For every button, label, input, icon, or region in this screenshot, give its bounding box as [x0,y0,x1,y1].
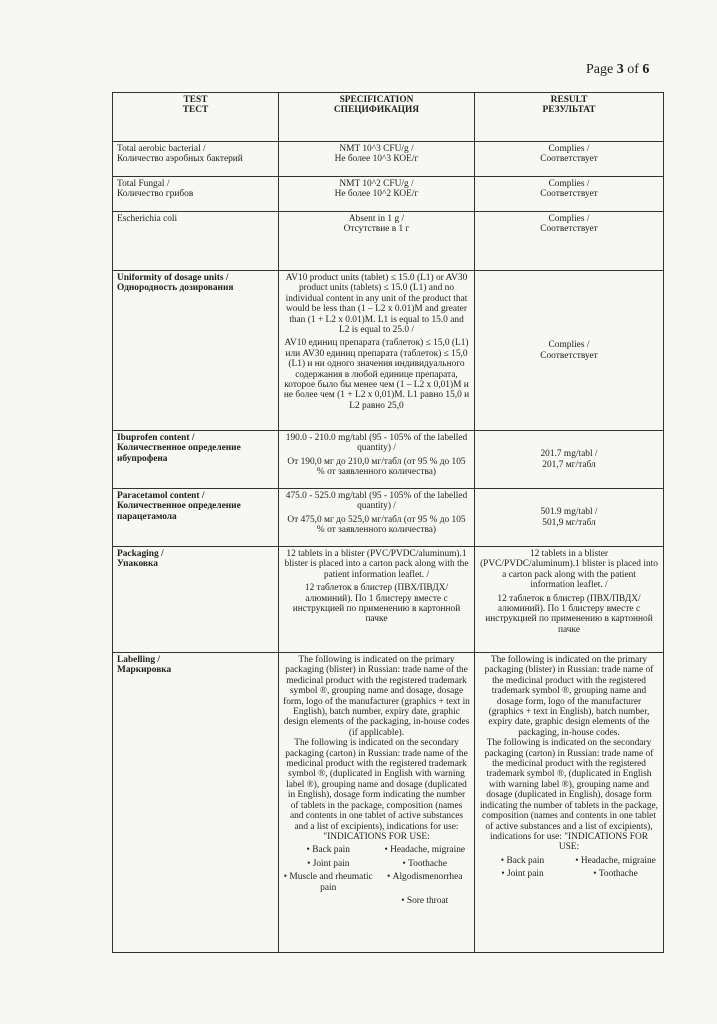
result-cell: Complies / Соответствует [475,142,664,177]
spec-cell: 475.0 - 525.0 mg/tabl (95 - 105% of the labelled quantity) / От 475,0 мг до 525,0 мг/табл (от 95 % до 105 % от заявленного количества) [279,489,475,547]
table-row-aerobic [113,142,664,177]
test-cell: Ibuprofen content / Количественное определение ибупрофена [113,431,279,489]
spec-indications-list [283,845,470,906]
test-cell: Total aerobic bacterial / Количество аэробных бактерий [113,142,279,177]
list-item: • Headache, migraine [380,845,471,855]
header-specification: SPECIFICATION СПЕЦИФИКАЦИЯ [279,93,475,142]
test-cell: Uniformity of dosage units / Однородность дозирования [113,271,279,431]
table-row-fungal [113,177,664,212]
list-item: • Back pain [283,845,374,855]
result-cell: 501.9 mg/tabl / 501,9 мг/табл [475,489,664,547]
spec-cell: Absent in 1 g / Отсутствие в 1 г [279,212,475,271]
spec-cell: 12 tablets in a blister (PVC/PVDC/aluminum).1 blister is placed into a carton pack along with the patient information leaflet. / 12 таблеток в блистер (ПВХ/ПВДХ/алюминий). По 1 блистеру вместе с инструкцией по применению в картонной пачке [279,547,475,653]
list-item: • Back pain [479,856,566,866]
result-cell: Complies / Соответствует [475,177,664,212]
list-item: • Sore throat [380,896,471,906]
spec-cell: The following is indicated on the primary packaging (blister) in Russian: trade name of the medicinal product with the registered trademark symbol ®, grouping name and dosage, dosage form, logo of the manufacturer (graphics + text in English), batch number, expiry date, graphic design elements of the packaging, in-house codes (if applicable). The following is indicated on the secondary packaging (carton) in Russian: trade name of the medicinal product with the registered trademark symbol ®, (duplicated in English with warning label ®), grouping name and dosage (duplicated in English), dosage form indicating the number of tablets in the package, composition (names and contents in one tablet of active substances and a list of excipients), indications for use: "INDICATIONS FOR USE: • Back pain • Headache, migraine • Joint pain • Toothache • Muscle and rheumatic pain • Algodismenorrhea • Sore throat [279,653,475,953]
header-test: TEST ТЕСТ [113,93,279,142]
table-row-ecoli [113,212,664,271]
test-cell: Packaging / Упаковка [113,547,279,653]
list-item: • Toothache [380,859,471,869]
spec-cell: 190.0 - 210.0 mg/tabl (95 - 105% of the labelled quantity) / От 190,0 мг до 210,0 мг/табл (от 95 % до 105 % от заявленного количества) [279,431,475,489]
list-item: • Toothache [572,869,659,879]
list-item: • Headache, migraine [572,856,659,866]
result-cell: 201.7 mg/tabl / 201,7 мг/табл [475,431,664,489]
result-cell: Complies / Соответствует [475,212,664,271]
list-item: • Muscle and rheumatic pain [283,872,374,893]
header-result: RESULT РЕЗУЛЬТАТ [475,93,664,142]
table-row-labelling [113,653,664,953]
list-item: • Joint pain [283,859,374,869]
specification-table [112,92,664,953]
spec-cell: NMT 10^3 CFU/g / Не более 10^3 КОЕ/г [279,142,475,177]
table-row-ibuprofen [113,431,664,489]
table-header-row [113,93,664,142]
test-cell: Labelling / Маркировка [113,653,279,953]
table-row-packaging [113,547,664,653]
spec-cell: AV10 product units (tablet) ≤ 15.0 (L1) or AV30 product units (tablets) ≤ 15.0 (L1) and no individual content in any unit of the product that would be less than (1 – L2 x 0.01)M and greater than (1 + L2 x 0.01)M. L1 is equal to 15.0 and L2 is equal to 25.0 / AV10 единиц препарата (таблеток) ≤ 15,0 (L1) или AV30 единиц препарата (таблеток) ≤ 15,0 (L1) и ни одного значения индивидуального содержания в любой единице препарата, которое было бы менее чем (1 – L2 x 0,01)M и не более чем (1 + L2 x 0,01)M. L1 равно 15,0 и L2 равно 25,0 [279,271,475,431]
list-item: • Joint pain [479,869,566,879]
result-cell: 12 tablets in a blister (PVC/PVDC/aluminum).1 blister is placed into a carton pack along with the patient information leaflet. / 12 таблеток в блистер (ПВХ/ПВДХ/алюминий). По 1 блистеру вместе с инструкцией по применению в картонной пачке [475,547,664,653]
test-cell: Paracetamol content / Количественное определение парацетамола [113,489,279,547]
table-row-uniformity [113,271,664,431]
result-cell: The following is indicated on the primary packaging (blister) in Russian: trade name of the medicinal product with the registered trademark symbol ®, grouping name and dosage form, logo of the manufacturer (graphics + text in English), batch number, expiry date, graphic design elements of the packaging, in-house codes. The following is indicated on the secondary packaging (carton) in Russian: trade name of the medicinal product with the registered trademark symbol ®, (duplicated in English with warning label ®), grouping name and dosage (duplicated in English), dosage form indicating the number of tablets in the package, composition (names and contents in one tablet of active substances and a list of excipients), indications for use: "INDICATIONS FOR USE: • Back pain • Headache, migraine • Joint pain • Toothache [475,653,664,953]
table-row-paracetamol [113,489,664,547]
result-indications-list [479,856,659,880]
test-cell: Total Fungal / Количество грибов [113,177,279,212]
result-cell: Complies / Соответствует [475,271,664,431]
list-item: • Algodismenorrhea [380,872,471,893]
test-cell: Escherichia coli [113,212,279,271]
spec-cell: NMT 10^2 CFU/g / Не более 10^2 КОЕ/г [279,177,475,212]
page-number: Page 3 of 6 [586,62,650,77]
